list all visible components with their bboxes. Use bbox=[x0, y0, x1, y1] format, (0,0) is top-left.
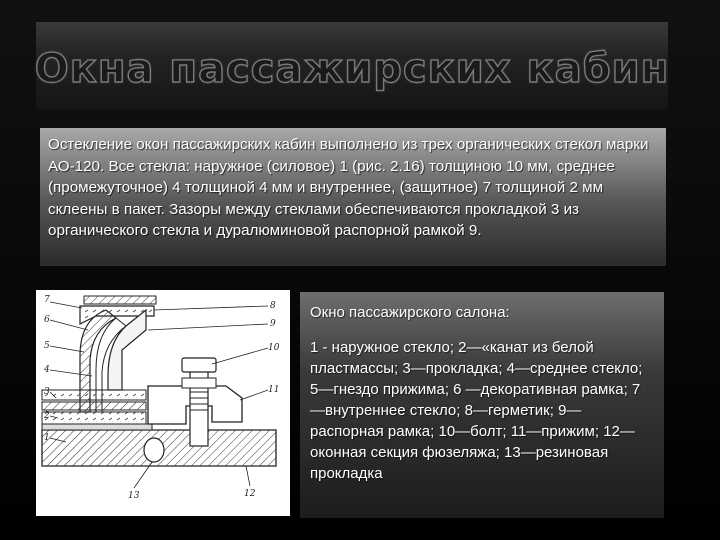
callout-9: 9 bbox=[270, 319, 276, 329]
legend-box bbox=[300, 292, 664, 518]
glass-layer-2 bbox=[42, 402, 146, 410]
cross-section-drawing bbox=[36, 290, 290, 516]
callout-2: 2 bbox=[44, 411, 50, 421]
callout-8: 8 bbox=[270, 301, 276, 311]
callout-6: 6 bbox=[44, 315, 50, 325]
callout-7: 7 bbox=[44, 295, 50, 305]
callout-10: 10 bbox=[268, 343, 280, 353]
callout-13: 13 bbox=[128, 491, 140, 501]
callout-4: 4 bbox=[44, 365, 50, 375]
callout-11: 11 bbox=[268, 385, 280, 395]
legend-text: 1 - наружное стекло; 2—«канат из белой пластмассы; 3—прокладка; 4—среднее стекло; 5—гнездо прижима; 6 —декоративная рамка; 7—внутреннее стекло; 8—герметик; 9— распорная рамка; 10—болт; 11—прижим; 12—оконная секция фюзеляжа; 13—резиновая прокладка bbox=[310, 339, 643, 482]
callout-5: 5 bbox=[44, 341, 50, 351]
rubber-gasket bbox=[144, 438, 164, 462]
callout-12: 12 bbox=[244, 489, 256, 499]
glass-layer-1 bbox=[42, 390, 146, 400]
title-band bbox=[36, 22, 668, 110]
callout-3: 3 bbox=[44, 387, 50, 397]
window-cross-section-figure bbox=[36, 290, 290, 516]
legend-heading: Окно пассажирского салона: bbox=[310, 304, 510, 321]
callout-1: 1 bbox=[44, 433, 50, 443]
slide-title: Окна пассажирских кабин bbox=[34, 46, 670, 92]
intro-text: Остекление окон пассажирских кабин выполнено из трех органических стекол марки АО-120. Все стекла: наружное (силовое) 1 (рис. 2.16) толщиною 10 мм, среднее (промежуточное) 4 толщиной 4 мм и внутреннее, (защитное) 7 толщиной 2 мм склеены в пакет. Зазоры между стеклами обеспечиваются прокладкой 3 из органического стекла и дуралюминовой распорной рамкой 9. bbox=[40, 128, 666, 266]
